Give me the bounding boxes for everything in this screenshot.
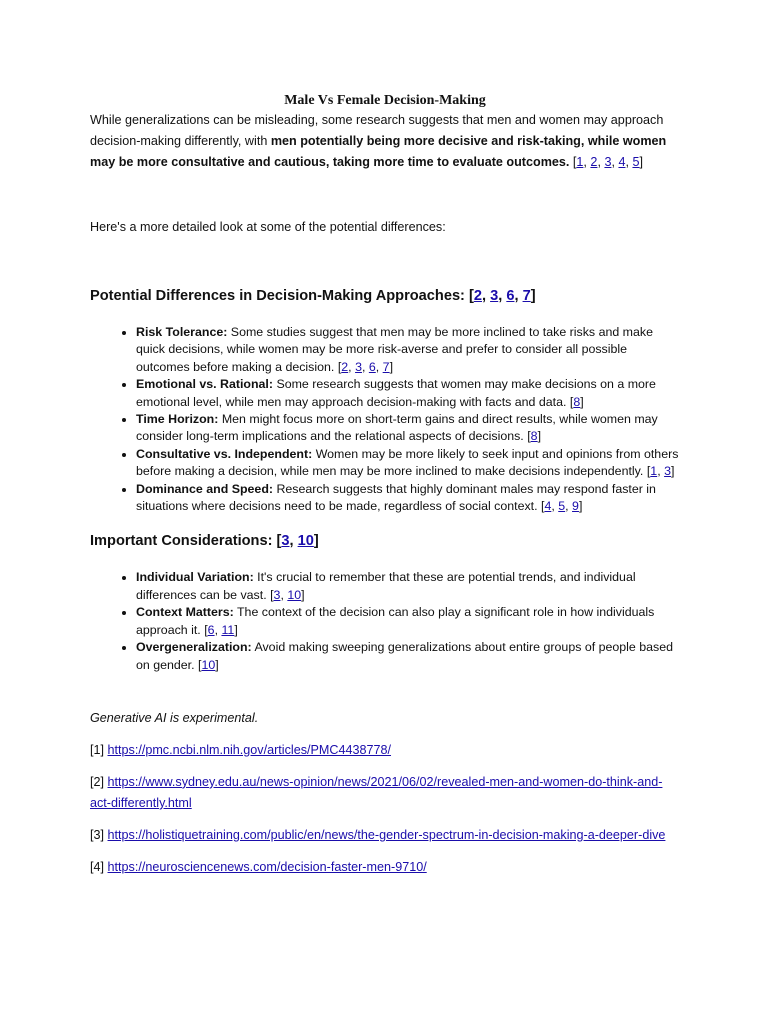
citation-link[interactable]: 1: [650, 464, 658, 479]
list-item-text: Some studies suggest that men may be more inclined to take risks and make quick decisions, while women may be more risk-averse and prefer to consider all possible outcomes before making a decision.: [136, 325, 653, 374]
list-item: [136, 569, 680, 604]
list-item: [136, 376, 680, 411]
citation-group: [6, 11]: [204, 622, 238, 637]
list-item-label: Risk Tolerance:: [136, 325, 228, 339]
citation-group: [8]: [527, 429, 542, 444]
citation-link[interactable]: 10: [287, 587, 302, 602]
citation-link[interactable]: 2: [341, 359, 349, 374]
list-item-label: Dominance and Speed:: [136, 481, 274, 496]
list-item-label: Individual Variation:: [136, 570, 254, 585]
list-item-text: Women may be more likely to seek input and opinions from others before making a decision, while men may be more inclined to make decisions independently.: [136, 446, 679, 479]
list-item-text: The context of the decision can also play a significant role in how individuals approach it.: [136, 605, 655, 637]
list-item-text: It's crucial to remember that these are potential trends, and individual differences can be vast.: [136, 570, 636, 602]
differences-list: [90, 324, 680, 515]
list-item: [136, 411, 680, 446]
list-item: [136, 481, 680, 516]
citation-link[interactable]: 3: [490, 288, 499, 304]
citation-link[interactable]: 5: [632, 155, 640, 169]
citation-link[interactable]: 4: [618, 155, 626, 169]
list-item: [136, 604, 680, 639]
citation-link[interactable]: 9: [572, 499, 579, 514]
list-item-label: Overgeneralization:: [136, 640, 252, 655]
citation-link[interactable]: 2: [473, 288, 482, 304]
citation-link[interactable]: 3: [355, 359, 362, 374]
references-list: [90, 740, 680, 878]
list-item-text: Some research suggests that women may make decisions on a more emotional level, while men may approach decision-making with facts and data.: [136, 377, 656, 409]
reference-number: [4]: [90, 859, 105, 874]
citation-link[interactable]: 3: [273, 587, 281, 602]
citation-group: [3, 10]: [270, 587, 305, 602]
citation-link[interactable]: 8: [573, 394, 581, 409]
citation-link[interactable]: 6: [207, 622, 215, 637]
citation-group: [1, 2, 3, 4, 5]: [572, 155, 643, 169]
list-item: [136, 446, 680, 481]
reference-link[interactable]: https://pmc.ncbi.nlm.nih.gov/articles/PMC4438778/: [107, 742, 392, 757]
citation-link[interactable]: 4: [544, 499, 552, 514]
list-item: [136, 639, 680, 674]
document-page: [90, 92, 680, 878]
citation-link[interactable]: 7: [382, 359, 390, 374]
citation-link[interactable]: 3: [281, 533, 290, 550]
page-title: Male Vs Female Decision-Making: [284, 93, 486, 108]
citation-link[interactable]: 3: [664, 464, 671, 479]
detail-intro-line: Here's a more detailed look at some of the potential differences:: [90, 220, 446, 234]
reference-link[interactable]: https://www.sydney.edu.au/news-opinion/news/2021/06/02/revealed-men-and-women-do-think-and-act-differently.html: [90, 774, 663, 810]
citation-link[interactable]: 1: [576, 155, 584, 169]
section-heading-text: Important Considerations:: [90, 533, 273, 550]
list-item-label: Context Matters:: [136, 605, 234, 620]
reference-number: [3]: [90, 827, 105, 842]
reference-link[interactable]: https://neurosciencenews.com/decision-faster-men-9710/: [107, 859, 427, 874]
citation-group: [8]: [569, 394, 584, 409]
reference-number: [2]: [90, 774, 105, 789]
citation-link[interactable]: 6: [506, 288, 515, 304]
intro-plain-text: While generalizations can be misleading, some research suggests that men and women may approach decision-making differently, with: [90, 113, 664, 148]
citation-group: [2, 3, 6, 7]: [337, 359, 394, 374]
reference-link[interactable]: https://holistiquetraining.com/public/en/news/the-gender-spectrum-in-decision-making-a-deeper-dive: [107, 827, 666, 842]
citation-link[interactable]: 10: [297, 533, 314, 550]
section-heading-considerations: [90, 531, 680, 551]
list-item-text: Men might focus more on short-term gains and direct results, while women may consider long-term implications and the relational aspects of decisions.: [136, 412, 658, 444]
reference-item: [90, 857, 680, 878]
reference-item: [90, 772, 680, 814]
considerations-list: [90, 569, 680, 673]
citation-group: [1, 3]: [646, 464, 675, 479]
list-item-text: Research suggests that highly dominant males may respond faster in situations where decisions need to be made, regardless of social context.: [136, 481, 656, 514]
citation-link[interactable]: 2: [590, 155, 598, 169]
citation-group: [10]: [198, 657, 219, 672]
citation-link[interactable]: 8: [530, 429, 538, 444]
reference-item: [90, 825, 680, 846]
ai-disclaimer: Generative AI is experimental.: [90, 710, 259, 725]
citation-link[interactable]: 3: [604, 155, 612, 169]
list-item-text: Avoid making sweeping generalizations about entire groups of people based on gender.: [136, 640, 674, 672]
section-heading-text: Potential Differences in Decision-Making Approaches:: [90, 288, 465, 304]
list-item-label: Consultative vs. Independent:: [136, 446, 313, 461]
list-item-label: Time Horizon:: [136, 412, 219, 427]
list-item-label: Emotional vs. Rational:: [136, 377, 274, 392]
citation-link[interactable]: 7: [522, 288, 531, 304]
citation-link[interactable]: 11: [221, 622, 235, 637]
citation-group: [4, 5, 9]: [541, 499, 583, 514]
intro-paragraph: [90, 110, 680, 173]
intro-bold-text: men potentially being more decisive and risk-taking, while women may be more consultative and cautious, taking more time to evaluate outcomes.: [90, 134, 667, 169]
reference-item: [90, 740, 680, 761]
citation-link[interactable]: 6: [368, 359, 376, 374]
citation-group: [3, 10]: [276, 533, 319, 550]
citation-link[interactable]: 5: [558, 499, 566, 514]
citation-link[interactable]: 10: [201, 657, 216, 672]
section-heading-differences: [90, 286, 680, 306]
reference-number: [1]: [90, 742, 105, 757]
citation-group: [2, 3, 6, 7]: [468, 288, 536, 304]
list-item: [136, 324, 680, 376]
